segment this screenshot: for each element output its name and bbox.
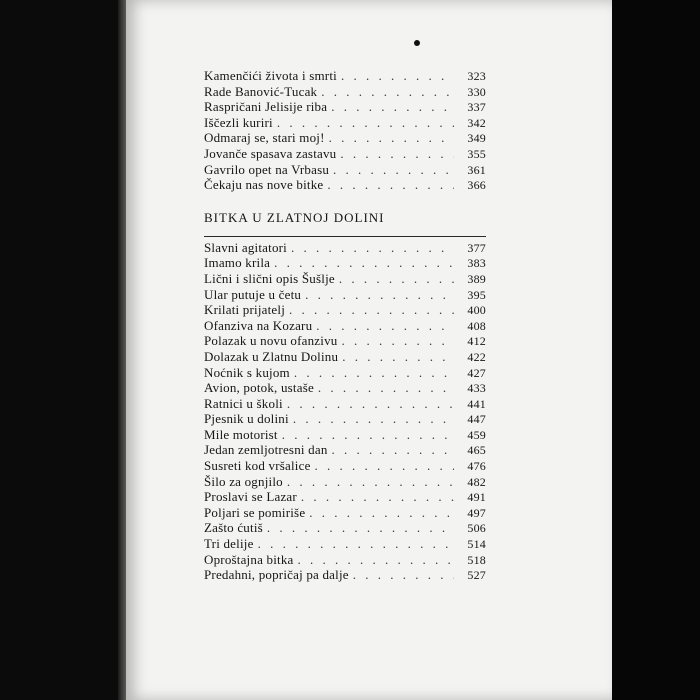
toc-entry	[204, 318, 486, 334]
toc-entry	[204, 349, 486, 365]
dot-leader	[331, 99, 454, 115]
dot-leader	[341, 333, 454, 349]
dot-leader	[287, 396, 454, 412]
dot-leader	[321, 84, 454, 100]
toc-entry	[204, 146, 486, 162]
toc-entry-title: Rade Banović-Tucak	[204, 83, 318, 99]
dot-leader	[289, 302, 454, 318]
toc-entry-page-number: 389	[467, 271, 486, 286]
dot-leader	[342, 349, 454, 365]
dot-leader	[316, 318, 454, 334]
dot-leader	[297, 552, 454, 568]
dot-leader	[340, 146, 454, 162]
toc-entry-page-number: 366	[467, 178, 486, 193]
toc-entry-title: Ular putuje u četu	[204, 286, 302, 302]
toc-entry-title: Polazak u novu ofanzivu	[204, 333, 338, 349]
toc-entry	[204, 302, 486, 318]
dot-leader	[318, 380, 454, 396]
toc-entry-page-number: 441	[467, 396, 486, 411]
toc-entry-page-number: 527	[467, 568, 486, 583]
toc-entry-title: Ofanziva na Kozaru	[204, 317, 313, 333]
toc-entry-page-number: 482	[467, 474, 486, 489]
toc-entry	[204, 365, 486, 381]
dot-leader	[294, 365, 454, 381]
toc-entry-page-number: 422	[467, 349, 486, 364]
toc-entry-page-number: 330	[467, 84, 486, 99]
dot-leader	[282, 427, 454, 443]
toc-entry-page-number: 491	[467, 490, 486, 505]
toc-entry	[204, 287, 486, 303]
toc-entry-title: Imamo krila	[204, 255, 271, 271]
toc-entry-page-number: 518	[467, 552, 486, 567]
toc-entry-title: Lični i slični opis Šušlje	[204, 270, 335, 286]
toc-entry-title: Raspričani Jelisije riba	[204, 99, 328, 115]
toc-entry-page-number: 323	[467, 69, 486, 83]
toc-entry-title: Ratnici u školi	[204, 395, 283, 411]
dot-leader	[267, 520, 454, 536]
toc-entry-title: Jovanče spasava zastavu	[204, 145, 337, 161]
dot-leader	[301, 489, 454, 505]
toc-entry-title: Šilo za ognjilo	[204, 473, 283, 489]
dot-leader	[287, 474, 454, 490]
toc-entry	[204, 162, 486, 178]
section-rule	[204, 236, 486, 237]
toc-entry	[204, 177, 486, 193]
toc-entry-page-number: 395	[467, 287, 486, 302]
toc-entry	[204, 396, 486, 412]
toc-entry-page-number: 383	[467, 256, 486, 271]
toc-entry	[204, 240, 486, 256]
toc-entry-page-number: 514	[467, 537, 486, 552]
toc-entry-page-number: 476	[467, 459, 486, 474]
toc-entry	[204, 442, 486, 458]
dot-leader	[309, 505, 454, 521]
toc-entry	[204, 411, 486, 427]
toc-entry-page-number: 447	[467, 412, 486, 427]
toc-entry-page-number: 427	[467, 365, 486, 380]
toc-entry-title: Kamenčići života i smrti	[204, 68, 337, 83]
toc-entry	[204, 505, 486, 521]
toc-entry	[204, 130, 486, 146]
dot-leader	[305, 287, 454, 303]
dot-leader	[341, 68, 454, 84]
toc-entry-title: Slavni agitatori	[204, 239, 287, 255]
toc-entry	[204, 271, 486, 287]
toc-entry-page-number: 400	[467, 303, 486, 318]
toc-entry	[204, 458, 486, 474]
toc-entry	[204, 115, 486, 131]
toc-entry	[204, 536, 486, 552]
toc-entry-title: Avion, potok, ustaše	[204, 380, 314, 396]
toc-entry-title: Pjesnik u dolini	[204, 411, 289, 427]
toc-entry-title: Krilati prijatelj	[204, 302, 286, 318]
toc-entry-title: Tri delije	[204, 536, 254, 552]
toc-entry-page-number: 459	[467, 427, 486, 442]
dot-leader	[329, 130, 454, 146]
dot-leader	[327, 177, 454, 193]
toc-entry-title: Predahni, popričaj pa dalje	[204, 567, 349, 583]
toc-entry-page-number: 349	[467, 131, 486, 146]
toc-entry-title: Oproštajna bitka	[204, 551, 294, 567]
toc-entry-page-number: 342	[467, 115, 486, 130]
background-right	[612, 0, 700, 700]
toc-entry-page-number: 506	[467, 521, 486, 536]
dot-leader	[332, 442, 454, 458]
toc-entry-title: Dolazak u Zlatnu Dolinu	[204, 348, 339, 364]
dot-leader	[277, 115, 454, 131]
toc-entry	[204, 380, 486, 396]
toc-entry-title: Jedan zemljotresni dan	[204, 442, 328, 458]
dot-leader	[353, 567, 454, 583]
toc-entry-title: Susreti kod vršalice	[204, 458, 311, 474]
toc-entry-page-number: 377	[467, 240, 486, 255]
toc-entry-page-number: 412	[467, 334, 486, 349]
toc-entry	[204, 567, 486, 583]
table-of-contents	[204, 68, 486, 583]
toc-entry-page-number: 337	[467, 100, 486, 115]
dot-leader	[274, 255, 454, 271]
toc-entry	[204, 427, 486, 443]
book-page	[126, 0, 612, 700]
toc-entry	[204, 99, 486, 115]
toc-entry-title: Mile motorist	[204, 426, 278, 442]
toc-entry-title: Odmaraj se, stari moj!	[204, 130, 325, 146]
toc-entry-title: Noćnik s kujom	[204, 364, 290, 380]
toc-entry-title: Zašto ćutiš	[204, 520, 263, 536]
toc-entry-page-number: 408	[467, 318, 486, 333]
toc-entry-title: Proslavi se Lazar	[204, 489, 297, 505]
toc-entry	[204, 68, 486, 84]
ink-dot	[414, 40, 420, 46]
toc-part-one	[204, 68, 486, 193]
book-spine-shadow	[118, 0, 126, 700]
toc-entry	[204, 552, 486, 568]
toc-entry-page-number: 361	[467, 162, 486, 177]
toc-entry-page-number: 433	[467, 381, 486, 396]
toc-entry	[204, 489, 486, 505]
toc-entry	[204, 255, 486, 271]
toc-part-two	[204, 240, 486, 583]
dot-leader	[291, 240, 454, 256]
dot-leader	[333, 162, 454, 178]
dot-leader	[258, 536, 454, 552]
toc-entry-title: Poljari se pomiriše	[204, 504, 306, 520]
toc-entry-page-number: 465	[467, 443, 486, 458]
toc-entry-page-number: 355	[467, 146, 486, 161]
toc-entry-page-number: 497	[467, 505, 486, 520]
section-heading: BITKA U ZLATNOJ DOLINI	[204, 209, 385, 225]
toc-entry	[204, 84, 486, 100]
dot-leader	[315, 458, 454, 474]
toc-entry-title: Gavrilo opet na Vrbasu	[204, 161, 330, 177]
dot-leader	[293, 411, 454, 427]
toc-entry-title: Čekaju nas nove bitke	[204, 177, 324, 193]
toc-entry	[204, 333, 486, 349]
toc-entry	[204, 520, 486, 536]
toc-entry	[204, 474, 486, 490]
dot-leader	[339, 271, 454, 287]
toc-entry-title: Iščezli kuriri	[204, 114, 273, 130]
